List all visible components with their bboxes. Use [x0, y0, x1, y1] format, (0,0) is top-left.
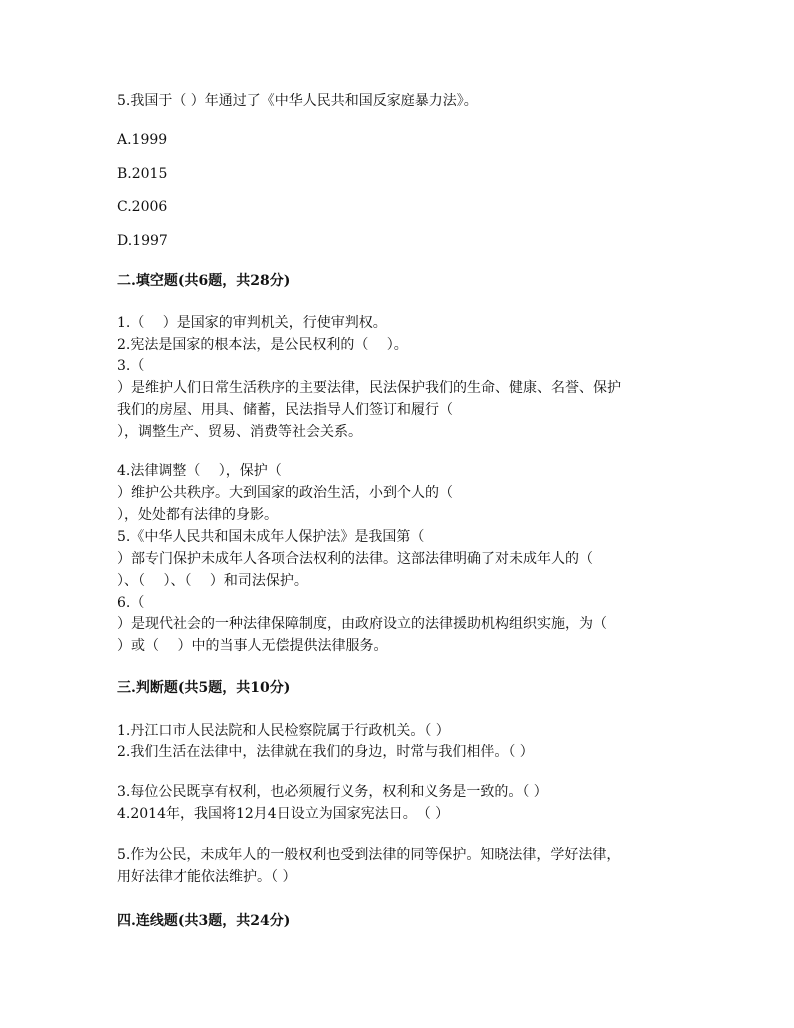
- judgement-line: 5.作为公民，未成年人的一般权利也受到法律的同等保护。知晓法律，学好法律，: [117, 847, 621, 863]
- section-2-heading: 二.填空题(共6题，共28分): [117, 273, 291, 289]
- fill-blank-line: 1.（ ）是国家的审判机关，行使审判权。: [117, 315, 387, 331]
- option-c: C.2006: [117, 199, 168, 215]
- fill-blank-line: ）是维护人们日常生活秩序的主要法律，民法保护我们的生命、健康、名誉、保护: [117, 380, 621, 396]
- fill-blank-line: ）维护公共秩序。大到国家的政治生活，小到个人的（: [117, 485, 453, 501]
- option-b: B.2015: [117, 166, 168, 182]
- question-5-text: 5.我国于（ ）年通过了《中华人民共和国反家庭暴力法》。: [117, 93, 478, 109]
- fill-blank-line: 3.（: [117, 358, 145, 374]
- fill-blank-line: 4.法律调整（ ），保护（: [117, 463, 282, 479]
- fill-blank-line: 2.宪法是国家的根本法，是公民权利的（ ）。: [117, 337, 408, 353]
- judgement-line: 3.每位公民既享有权利，也必须履行义务，权利和义务是一致的。（ ）: [117, 784, 548, 800]
- judgement-line: 1.丹江口市人民法院和人民检察院属于行政机关。（ ）: [117, 723, 450, 739]
- fill-blank-line: ）是现代社会的一种法律保障制度，由政府设立的法律援助机构组织实施，为（: [117, 616, 607, 632]
- option-d: D.1997: [117, 233, 168, 249]
- fill-blank-line: ），处处都有法律的身影。: [117, 507, 278, 523]
- fill-blank-line: 我们的房屋、用具、储蓄，民法指导人们签订和履行（: [117, 402, 453, 418]
- judgement-line: 4.2014年，我国将12月4日设立为国家宪法日。 （ ）: [117, 806, 450, 822]
- section-4-heading: 四.连线题(共3题，共24分): [117, 913, 291, 929]
- fill-blank-line: 6.（: [117, 595, 145, 611]
- option-a: A.1999: [117, 132, 168, 148]
- fill-blank-line: ）或（ ）中的当事人无偿提供法律服务。: [117, 638, 388, 654]
- judgement-line: 2.我们生活在法律中，法律就在我们的身边，时常与我们相伴。（ ）: [117, 744, 534, 760]
- fill-blank-line: ）部专门保护未成年人各项合法权利的法律。这部法律明确了对未成年人的（: [117, 551, 593, 567]
- judgement-line: 用好法律才能依法维护。（ ）: [117, 869, 297, 885]
- section-3-heading: 三.判断题(共5题，共10分): [117, 680, 291, 696]
- fill-blank-line: 5.《中华人民共和国未成年人保护法》是我国第（: [117, 529, 425, 545]
- fill-blank-line: ），调整生产、贸易、消费等社会关系。: [117, 424, 362, 440]
- fill-blank-line: ）、（ ）、（ ）和司法保护。: [117, 573, 308, 589]
